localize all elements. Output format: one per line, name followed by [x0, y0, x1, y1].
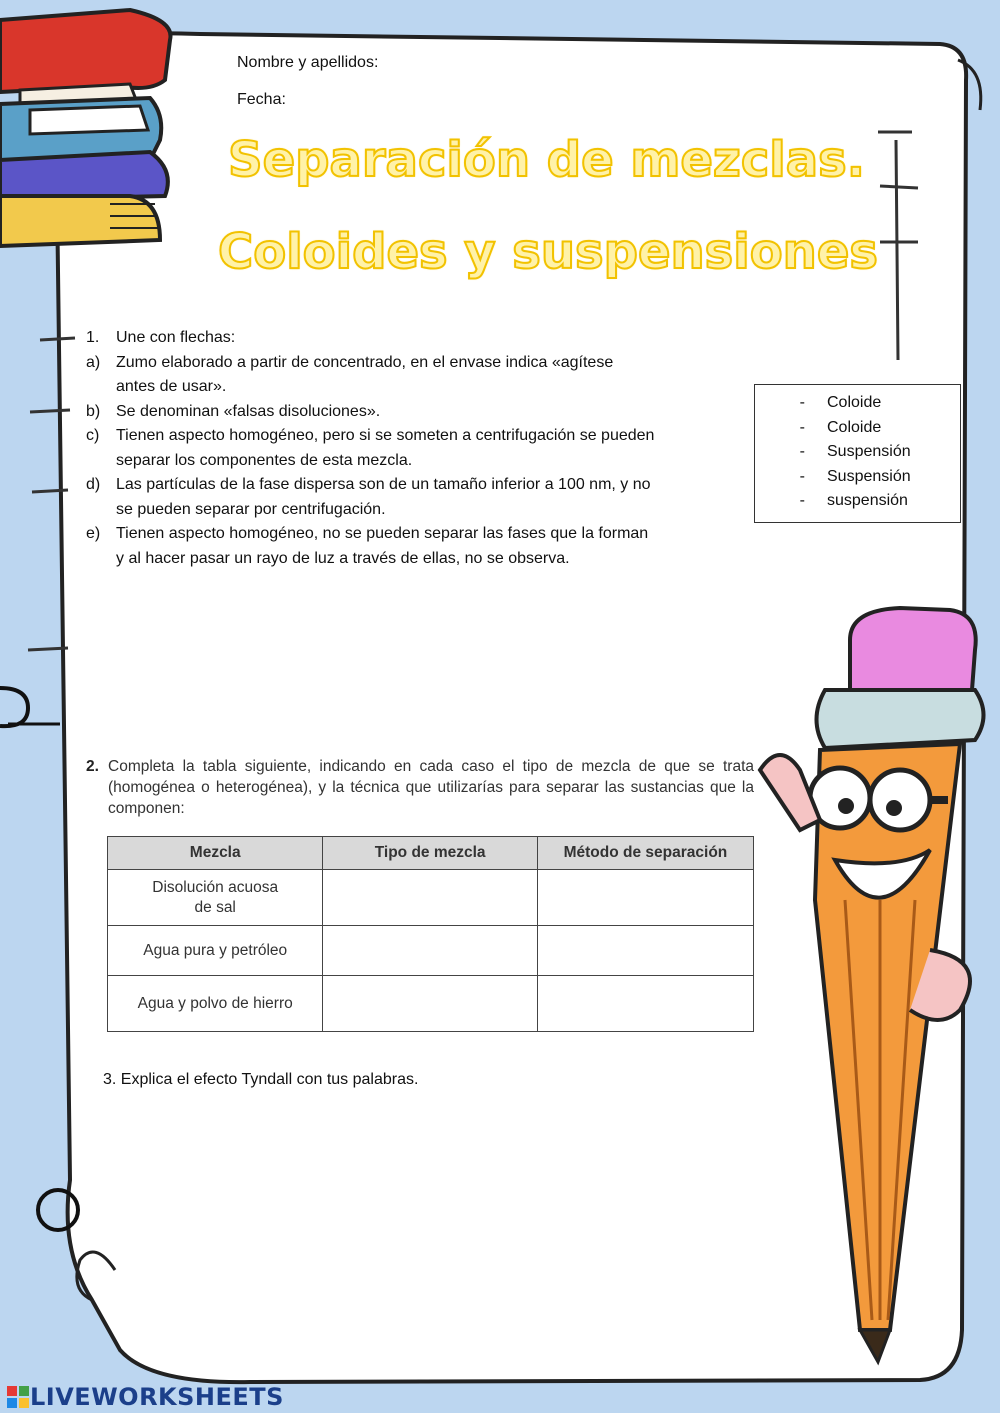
column-header-mezcla: Mezcla: [108, 837, 323, 870]
match-option[interactable]: [755, 465, 960, 490]
option-dash: -: [799, 394, 805, 411]
match-option[interactable]: [755, 391, 960, 416]
option-dash: -: [799, 418, 805, 436]
column-header-tipo: Tipo de mezcla: [323, 837, 537, 870]
cell-tipo-input[interactable]: [323, 870, 537, 926]
option-label: suspensión: [827, 492, 908, 509]
question-1-prompt: Une con flechas:: [116, 329, 236, 346]
match-options-box: [754, 384, 961, 523]
cell-metodo-input[interactable]: [537, 870, 753, 926]
q1-item-b: [86, 400, 656, 425]
q1-item-d: [86, 473, 656, 522]
q1-item-marker: a): [86, 353, 101, 371]
q1-item-marker: e): [86, 525, 101, 542]
q1-item-e: [86, 522, 656, 571]
books-stack-illustration: [0, 10, 171, 246]
cell-metodo-input[interactable]: [537, 926, 753, 976]
title-line-2: Coloides y suspensiones: [218, 224, 878, 280]
cell-metodo-input[interactable]: [537, 976, 753, 1032]
column-header-metodo: Método de separación: [537, 837, 753, 870]
question-2: [86, 756, 754, 819]
question-1-header: [86, 326, 656, 351]
question-1: [86, 326, 656, 571]
table-row: [108, 926, 754, 976]
table-row: [108, 976, 754, 1032]
cell-tipo-input[interactable]: [323, 976, 537, 1032]
option-dash: -: [799, 443, 805, 460]
option-label: Suspensión: [827, 443, 911, 460]
option-label: Coloide: [827, 418, 882, 436]
q1-item-text: Zumo elaborado a partir de concentrado, en el envase indica «agítese antes de usar».: [116, 353, 614, 395]
q1-item-a: [86, 351, 656, 400]
table-row: [108, 870, 754, 926]
cell-tipo-input[interactable]: [323, 926, 537, 976]
name-field-label: Nombre y apellidos:: [237, 54, 379, 71]
date-field-label: Fecha:: [237, 91, 286, 108]
question-1-number: 1.: [86, 329, 100, 346]
q1-item-marker: b): [86, 402, 101, 420]
q1-item-marker: c): [86, 427, 100, 444]
match-option[interactable]: [755, 489, 960, 514]
cell-mezcla: Agua y polvo de hierro: [108, 976, 323, 1032]
q1-item-text: Tienen aspecto homogéneo, pero si se someten a centrifugación se pueden separar los componentes de esta mezcla.: [116, 427, 655, 469]
title-line-1: Separación de mezclas.: [228, 132, 865, 188]
match-option[interactable]: [755, 440, 960, 465]
question-2-prompt: Completa la tabla siguiente, indicando en cada caso el tipo de mezcla de que se trata (homogénea o heterogénea), y la técnica que utilizarías para separar las sustancias que la componen:: [108, 758, 754, 817]
option-dash: -: [799, 492, 805, 509]
question-2-number: 2.: [86, 758, 99, 775]
footer-brand[interactable]: [6, 1383, 284, 1411]
q1-item-marker: d): [86, 476, 101, 493]
option-label: Suspensión: [827, 467, 911, 485]
q1-item-text: Se denominan «falsas disoluciones».: [116, 402, 381, 420]
cell-mezcla: Agua pura y petróleo: [108, 926, 323, 976]
question-3: 3. Explica el efecto Tyndall con tus palabras.: [103, 1071, 419, 1088]
liveworksheets-logo-icon: [6, 1385, 30, 1409]
table-header-row: [108, 837, 754, 870]
liveworksheets-wordmark: LIVEWORKSHEETS: [30, 1383, 284, 1411]
q1-item-text: Tienen aspecto homogéneo, no se pueden separar las fases que la forman y al hacer pasar un rayo de luz a través de ellas, no se observa.: [116, 525, 649, 567]
option-label: Coloide: [827, 394, 882, 411]
option-dash: -: [799, 467, 805, 485]
cell-mezcla: [108, 870, 323, 926]
match-option[interactable]: [755, 416, 960, 441]
q1-item-c: [86, 424, 656, 473]
cell-mezcla-text: Disolución acuosa de sal: [152, 878, 279, 916]
mixture-table: [107, 836, 754, 1032]
q1-item-text: Las partículas de la fase dispersa son de un tamaño inferior a 100 nm, y no se pueden separar por centrifugación.: [116, 476, 651, 518]
